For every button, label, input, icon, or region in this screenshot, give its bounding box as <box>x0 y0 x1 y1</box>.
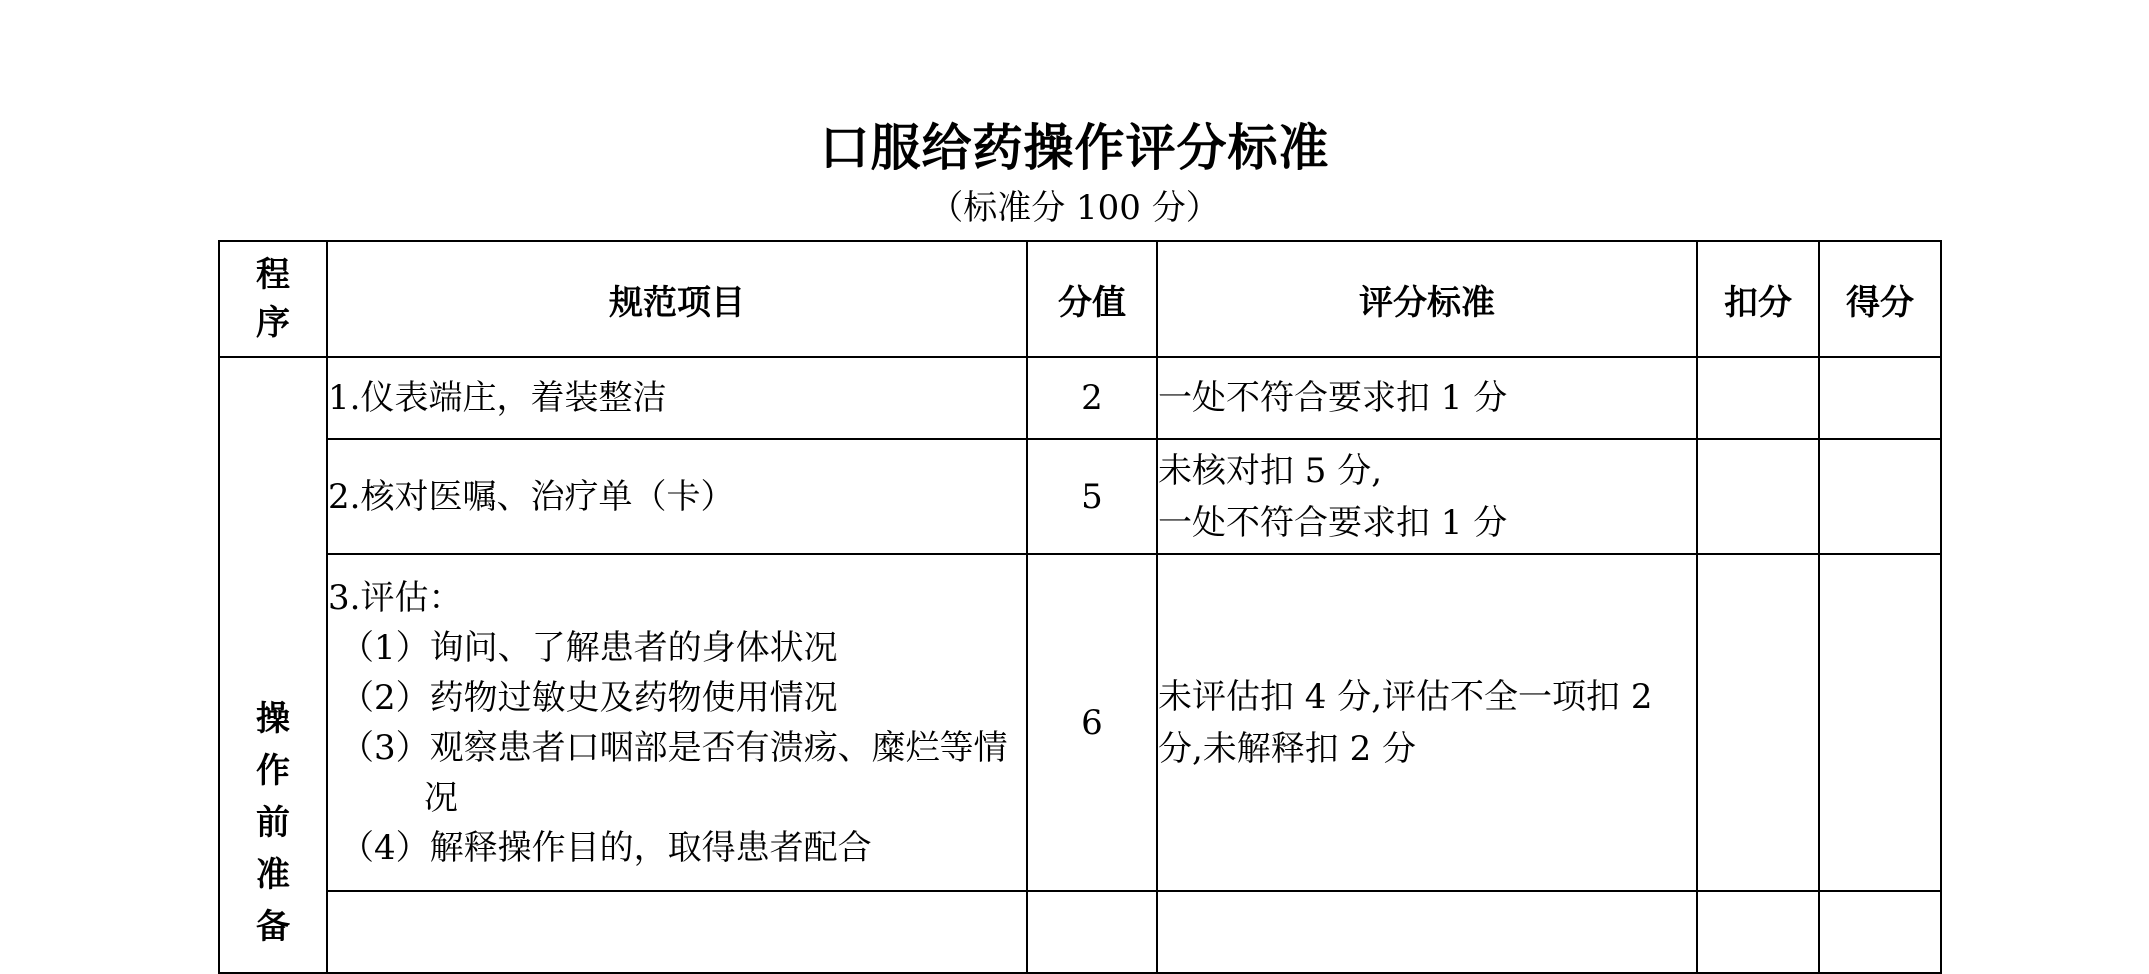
table-row <box>219 357 1941 439</box>
item-heading: 3.评估： <box>328 577 463 618</box>
section-char: 操 <box>256 699 290 739</box>
section-char: 备 <box>256 907 290 947</box>
obtained-cell[interactable] <box>1819 357 1941 439</box>
header-criteria: 评分标准 <box>1157 241 1697 357</box>
deduction-cell[interactable] <box>1697 439 1819 554</box>
header-procedure-char-2: 序 <box>256 303 290 343</box>
criteria-text: 一处不符合要求扣 1 分 <box>1158 502 1508 543</box>
item-cell <box>327 554 1027 891</box>
document-subtitle: （标准分 100 分） <box>929 188 1220 228</box>
item-cell <box>327 439 1027 554</box>
deduction-cell[interactable] <box>1697 357 1819 439</box>
obtained-cell[interactable] <box>1819 554 1941 891</box>
score-cell <box>1027 891 1157 973</box>
section-char: 准 <box>256 855 290 895</box>
section-char: 作 <box>256 751 290 791</box>
sub-item: （3）观察患者口咽部是否有溃疡、糜烂等情况 <box>340 727 1008 818</box>
obtained-cell[interactable] <box>1819 439 1941 554</box>
item-cell <box>327 357 1027 439</box>
criteria-text: 一处不符合要求扣 1 分 <box>1158 378 1508 418</box>
header-row <box>219 241 1941 357</box>
header-procedure <box>219 241 327 357</box>
criteria-cell <box>1157 891 1697 973</box>
criteria-cell <box>1157 439 1697 554</box>
table-row <box>219 891 1941 973</box>
criteria-cell <box>1157 554 1697 891</box>
score-cell: 5 <box>1027 439 1157 554</box>
table-row <box>219 439 1941 554</box>
section-cell-pre-operation <box>219 357 327 973</box>
criteria-text: 未评估扣 4 分,评估不全一项扣 2 分,未解释扣 2 分 <box>1158 676 1653 769</box>
sub-item: （2）药物过敏史及药物使用情况 <box>340 677 838 718</box>
scoring-table <box>218 240 1942 974</box>
header-procedure-char-1: 程 <box>256 255 290 295</box>
deduction-cell[interactable] <box>1697 891 1819 973</box>
score-cell: 6 <box>1027 554 1157 891</box>
header-score: 分值 <box>1027 241 1157 357</box>
header-item: 规范项目 <box>327 241 1027 357</box>
item-text: 1.仪表端庄，着装整洁 <box>328 378 667 418</box>
item-text: 2.核对医嘱、治疗单（卡） <box>328 476 735 517</box>
sub-item: （1）询问、了解患者的身体状况 <box>340 627 838 668</box>
item-cell <box>327 891 1027 973</box>
header-deduction: 扣分 <box>1697 241 1819 357</box>
sub-item: （4）解释操作目的，取得患者配合 <box>340 827 872 868</box>
header-obtained: 得分 <box>1819 241 1941 357</box>
criteria-text: 未核对扣 5 分, <box>1158 450 1383 491</box>
document-title: 口服给药操作评分标准 <box>819 119 1330 177</box>
score-cell: 2 <box>1027 357 1157 439</box>
deduction-cell[interactable] <box>1697 554 1819 891</box>
criteria-cell <box>1157 357 1697 439</box>
obtained-cell[interactable] <box>1819 891 1941 973</box>
table-row <box>219 554 1941 891</box>
section-char: 前 <box>256 803 290 843</box>
